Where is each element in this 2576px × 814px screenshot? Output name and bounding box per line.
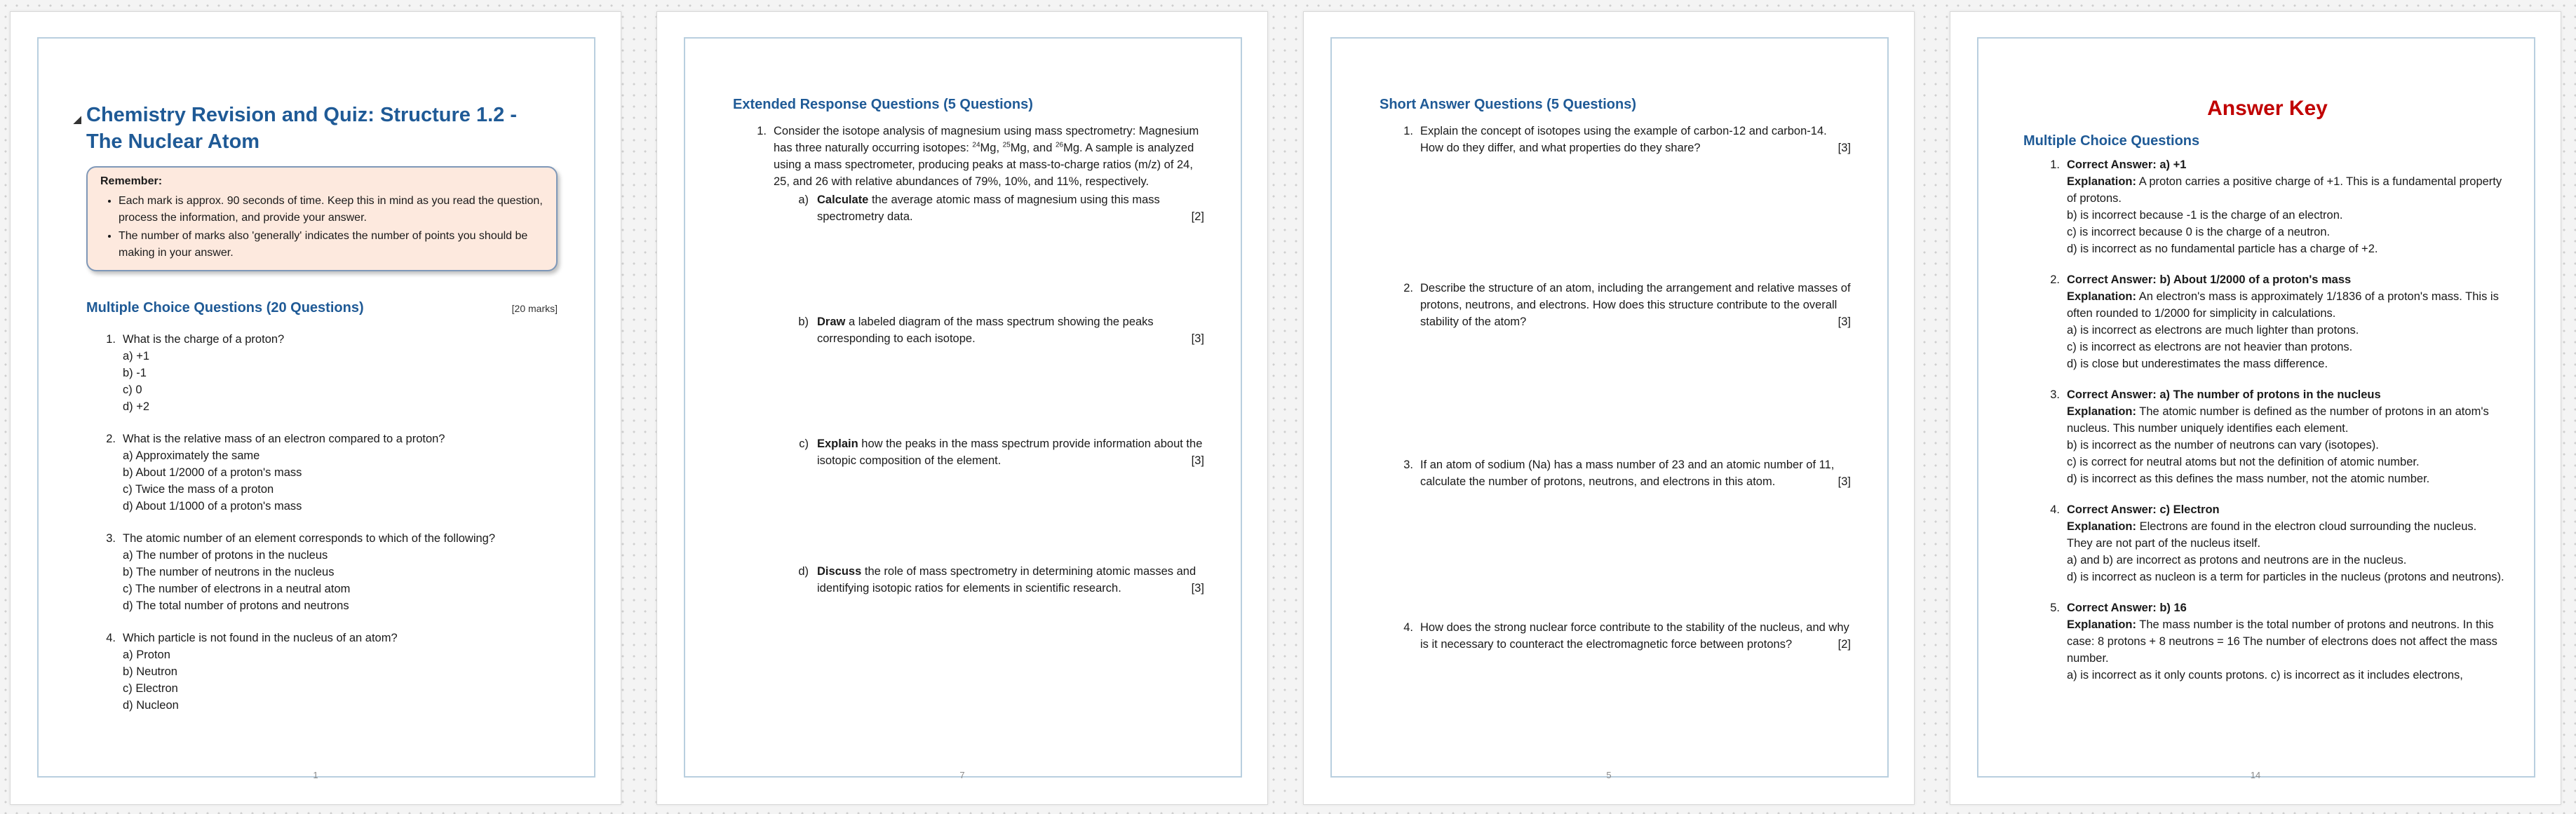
answer-number: 3. [2050,388,2060,401]
correct-answer: Correct Answer: a) +1 [2067,158,2187,171]
correct-answer: Correct Answer: c) Electron [2067,503,2220,516]
marks-label: [2] [1837,638,1851,651]
answer-note: d) is incorrect as nucleon is a term for particles in the nucleus (protons and neutrons). [2067,571,2504,583]
question-item [1380,619,1851,653]
sub-question-label: c) [799,437,809,450]
question-item [733,123,1204,597]
document-page-4 [1950,11,2561,805]
answer-option: b) The number of neutrons in the nucleus [123,566,335,578]
remember-item: • Each mark is approx. 90 seconds of time. Keep this in mind as you read the question, process the information, and provide your answer. [119,193,544,226]
remember-title: Remember: [100,175,163,187]
answer-note: d) is incorrect as this defines the mass number, not the atomic number. [2067,473,2430,485]
remember-item: • The number of marks also 'generally' indicates the number of points you should be making in your answer. [119,228,544,262]
document-page-3 [1303,11,1915,805]
remember-list [100,193,544,262]
answer-option: d) The total number of protons and neutrons [123,599,349,612]
marks-label: [2] [1191,210,1204,223]
sub-question: c) Explain how the peaks in the mass spectrum provide information about the isotopic composition of the element. [3] [774,435,1204,469]
section-title: Extended Response Questions (5 Questions) [733,97,1033,112]
marks-label: [3] [1837,475,1851,488]
answer-option: d) +2 [123,400,150,413]
section-title: Multiple Choice Questions [2023,133,2200,149]
question-number: 3. [106,532,116,545]
marks-label: [3] [1837,142,1851,154]
question-text: Explain the concept of isotopes using the example of carbon-12 and carbon-14. How do they differ, and what properties do they share? [1420,125,1827,154]
answer-item [2023,501,2511,585]
answer-option: b) -1 [123,367,147,379]
correct-answer: Correct Answer: a) The number of protons in the nucleus [2067,388,2381,401]
answer-item [2023,271,2511,372]
page-content [733,95,1204,597]
section-marks: [20 marks] [511,303,558,314]
answer-option: d) Nucleon [123,699,179,712]
explanation: Explanation: A proton carries a positive charge of +1. This is a fundamental property of protons. [2067,175,2502,205]
question-item [86,331,558,415]
isotope-mass: 25 [1002,141,1011,149]
question-number: 4. [1403,621,1413,634]
explanation: Explanation: The atomic number is defined as the number of protons in an atom's nucleus. This number uniquely identifies each element. [2067,405,2489,435]
sub-question-label: a) [798,194,809,206]
question-number: 1. [106,333,116,346]
page-content [2023,92,2511,698]
answer-note: b) is incorrect as the number of neutrons can vary (isotopes). [2067,439,2379,452]
answer-item [2023,156,2511,257]
command-verb: Draw [817,316,846,328]
sub-question: a) Calculate the average atomic mass of magnesium using this mass spectrometry data. [2] [774,191,1204,225]
answer-option: b) About 1/2000 of a proton's mass [123,466,302,479]
section-title: Short Answer Questions (5 Questions) [1380,97,1636,112]
question-text: Consider the isotope analysis of magnesium using mass spectrometry: Magnesium has three naturally occurring isotopes: $^{24}$Mg, $^{25}$Mg, and $^{26}$Mg. A sample is analyzed using a mass spectrometer, producing peaks at mass-to-charge ratios (m/z) of 24, 25, and 26 with relative abundances of 79%, 10%, and 11%, respectively. [774,125,1199,188]
answer-number: 5. [2050,602,2060,614]
answer-option: c) 0 [123,384,142,396]
page-title [74,102,558,155]
question-text: What is the charge of a proton? [123,333,285,346]
section-heading [733,95,1204,114]
question-number: 1. [757,125,767,137]
command-verb: Discuss [817,565,862,578]
question-text: Describe the structure of an atom, including the arrangement and relative masses of protons, neutrons, and electrons. How does this structure contribute to the overall stability of the atom? [1420,282,1851,328]
answer-option: b) Neutron [123,665,177,678]
question-text: How does the strong nuclear force contribute to the stability of the nucleus, and why is it necessary to counteract the electromagnetic force between protons? [1420,621,1849,651]
answer-note: a) is incorrect as electrons are much lighter than protons. [2067,324,2359,337]
section-title: Multiple Choice Questions (20 Questions) [86,300,364,316]
answer-item [2023,386,2511,487]
explanation: Explanation: Electrons are found in the electron cloud surrounding the nucleus. They are not part of the nucleus itself. [2067,520,2477,550]
question-number: 1. [1403,125,1413,137]
answer-number: 4. [2050,503,2060,516]
answer-number: 1. [2050,158,2060,171]
page-number: 7 [959,770,965,780]
question-item [86,530,558,614]
question-number: 3. [1403,459,1413,471]
question-number: 4. [106,632,116,644]
isotope-mass: 26 [1055,141,1064,149]
question-number: 2. [106,433,116,445]
question-text: The atomic number of an element corresponds to which of the following? [123,532,496,545]
sub-question-label: b) [798,316,809,328]
answer-note: d) is incorrect as no fundamental particle has a charge of +2. [2067,243,2378,255]
question-text: If an atom of sodium (Na) has a mass number of 23 and an atomic number of 11, calculate the number of protons, neutrons, and electrons in this atom. [1420,459,1835,488]
page-content [1380,95,1851,653]
answer-option: d) About 1/1000 of a proton's mass [123,500,302,513]
answer-note: d) is close but underestimates the mass difference. [2067,358,2328,370]
question-number: 2. [1403,282,1413,294]
page-content [74,96,558,729]
marks-label: [3] [1191,332,1204,345]
page-number: 5 [1606,770,1612,780]
command-verb: Calculate [817,194,869,206]
answer-note: b) is incorrect because -1 is the charge of an electron. [2067,209,2343,222]
marks-label: [3] [1191,454,1204,467]
page-number: 1 [313,770,318,780]
question-item [1380,123,1851,156]
question-list [86,331,558,714]
answer-note: c) is incorrect as electrons are not heavier than protons. [2067,341,2353,353]
answer-note: c) is correct for neutral atoms but not the definition of atomic number. [2067,456,2420,468]
document-page-2 [656,11,1268,805]
question-item [1380,280,1851,330]
collapse-caret-icon[interactable]: ◢ [74,114,81,125]
sub-question: b) Draw a labeled diagram of the mass spectrum showing the peaks corresponding to each isotope. [3] [774,313,1204,347]
question-item [1380,456,1851,490]
answer-note: c) is incorrect because 0 is the charge of a neutron. [2067,226,2331,238]
sub-question: d) Discuss the role of mass spectrometry in determining atomic masses and identifying isotopic ratios for elements in scientific research. [3] [774,563,1204,597]
question-list [1380,123,1851,653]
answer-option: a) +1 [123,350,150,362]
marks-label: [3] [1837,316,1851,328]
answer-item [2023,599,2511,684]
correct-answer: Correct Answer: b) 16 [2067,602,2187,614]
correct-answer: Correct Answer: b) About 1/2000 of a proton's mass [2067,273,2352,286]
marks-label: [3] [1191,582,1204,595]
document-page-1 [10,11,621,805]
answer-option: c) Twice the mass of a proton [123,483,274,496]
question-text: What is the relative mass of an electron compared to a proton? [123,433,445,445]
question-item [86,630,558,714]
question-text: Which particle is not found in the nucleus of an atom? [123,632,398,644]
section-heading [86,298,558,318]
answer-option: a) Proton [123,649,170,661]
section-heading [1380,95,1851,114]
answer-option: c) Electron [123,682,178,695]
remember-callout [86,166,558,271]
explanation: Explanation: An electron's mass is approximately 1/1836 of a proton's mass. This is often rounded to 1/2000 for simplicity in calculations. [2067,290,2499,320]
answer-key-title: Answer Key [2207,97,2328,120]
section-heading [2023,131,2511,151]
answer-option: a) Approximately the same [123,449,260,462]
answer-note: a) and b) are incorrect as protons and neutrons are in the nucleus. [2067,554,2407,567]
explanation: Explanation: The mass number is the total number of protons and neutrons. In this case: 8 protons + 8 neutrons = 16 The number of electrons does not affect the mass number. [2067,618,2497,665]
question-item [86,430,558,515]
isotope-mass: 24 [972,141,980,149]
sub-question-label: d) [798,565,809,578]
question-list [733,123,1204,597]
answer-option: a) The number of protons in the nucleus [123,549,328,562]
answer-list [2023,156,2511,684]
command-verb: Explain [817,437,858,450]
page-title-text: Chemistry Revision and Quiz: Structure 1.2 - The Nuclear Atom [86,104,517,153]
answer-option: c) The number of electrons in a neutral atom [123,583,351,595]
answer-note: a) is incorrect as it only counts protons. c) is incorrect as it includes electrons, [2067,669,2463,681]
answer-number: 2. [2050,273,2060,286]
page-number: 14 [2250,770,2261,780]
